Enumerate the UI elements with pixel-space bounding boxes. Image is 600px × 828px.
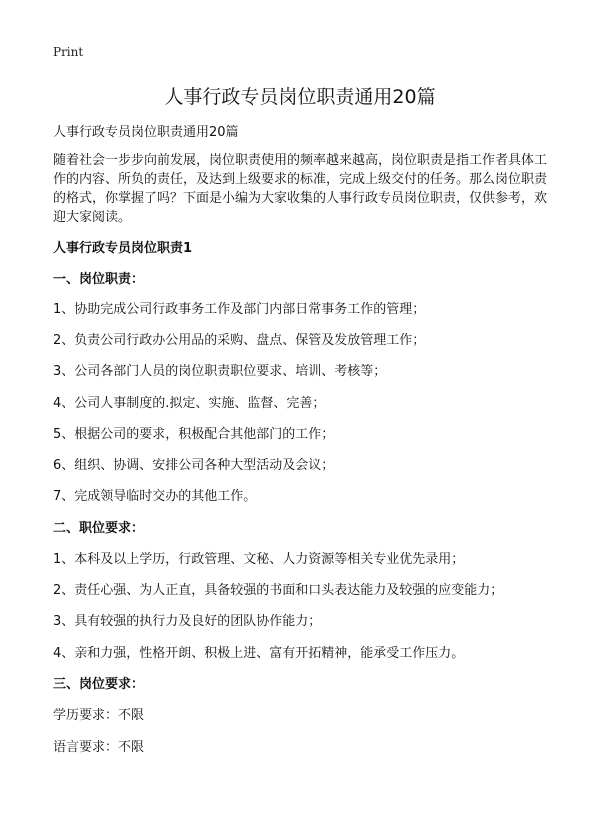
part1-heading: 一、岗位职责： [53,272,145,287]
duty-item: 7、完成领导临时交办的其他工作。 [53,489,257,504]
requirement-item: 4、亲和力强，性格开朗、积极上进、富有开拓精神，能承受工作压力。 [53,646,465,661]
duty-item: 3、公司各部门人员的岗位职责职位要求、培训、考核等； [53,364,387,379]
section-heading: 人事行政专员岗位职责1 [53,241,193,256]
requirement-item: 2、责任心强、为人正直，具备较强的书面和口头表达能力及较强的应变能力； [53,583,504,598]
post-requirement-item: 学历要求：不限 [53,708,145,723]
document-title: 人事行政专员岗位职责通用20篇 [164,86,436,108]
requirement-item: 1、本科及以上学历，行政管理、文秘、人力资源等相关专业优先录用； [53,552,465,567]
print-label: Print [53,45,84,59]
duty-item: 6、组织、协调、安排公司各种大型活动及会议； [53,458,335,473]
duty-item: 4、公司人事制度的.拟定、实施、监督、完善； [53,396,326,411]
intro-paragraph: 随着社会一步步向前发展，岗位职责使用的频率越来越高，岗位职责是指工作者具体工作的内容、所负的责任，及达到上级要求的标准，完成上级交付的任务。那么岗位职责的格式，你掌握了吗？下面是小编为大家收集的人事行政专员岗位职责，仅供参考，欢迎大家阅读。 [53,153,548,225]
document-subtitle: 人事行政专员岗位职责通用20篇 [53,125,239,140]
duty-item: 5、根据公司的要求，积极配合其他部门的工作； [53,427,335,442]
part2-heading: 二、职位要求： [53,521,145,536]
part3-heading: 三、岗位要求： [53,677,145,692]
requirement-item: 3、具有较强的执行力及良好的团队协作能力； [53,614,322,629]
duty-item: 1、协助完成公司行政事务工作及部门内部日常事务工作的管理； [53,302,426,317]
post-requirement-item: 语言要求：不限 [53,740,145,755]
duty-item: 2、负责公司行政办公用品的采购、盘点、保管及发放管理工作； [53,333,426,348]
